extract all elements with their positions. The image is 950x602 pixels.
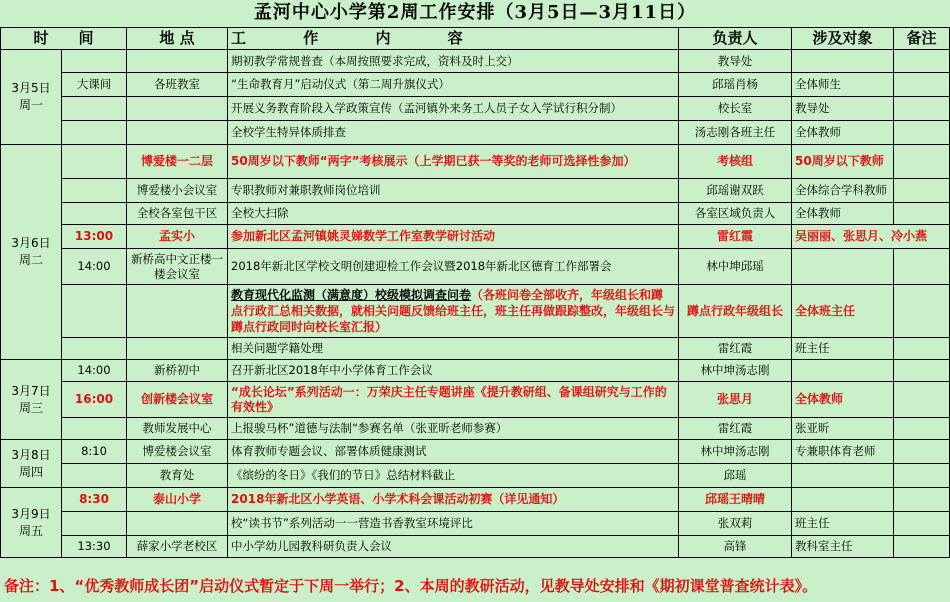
owner-cell: 高锋 bbox=[679, 536, 792, 558]
place-cell bbox=[127, 97, 228, 121]
place-cell: 新桥初中 bbox=[127, 360, 228, 382]
content-cell: 《缤纷的冬日》《我们的节日》总结材料截止 bbox=[228, 464, 679, 488]
target-cell: 专兼职体育老师 bbox=[792, 440, 894, 464]
target-cell bbox=[792, 464, 894, 488]
target-cell: 班主任 bbox=[792, 338, 894, 360]
day-date: 3月6日 bbox=[11, 236, 51, 250]
note-cell bbox=[894, 145, 950, 179]
target-cell: 张亚昕 bbox=[792, 418, 894, 440]
time-cell: 14:00 bbox=[62, 360, 127, 382]
schedule-table bbox=[0, 27, 950, 558]
note-cell bbox=[894, 50, 950, 73]
place-cell bbox=[127, 512, 228, 536]
place-cell: 博爱楼会议室 bbox=[127, 440, 228, 464]
place-cell: 创新楼会议室 bbox=[127, 382, 228, 418]
header-owner: 负责人 bbox=[679, 28, 792, 50]
time-cell bbox=[62, 179, 127, 203]
place-cell bbox=[127, 338, 228, 360]
content-cell: “生命教育月”启动仪式（第二周升旗仪式） bbox=[228, 73, 679, 97]
place-cell: 博爱楼小会议室 bbox=[127, 179, 228, 203]
content-cell: 2018年新北区学校文明创建迎检工作会议暨2018年新北区德育工作部署会 bbox=[228, 249, 679, 285]
day-weekday: 周一 bbox=[18, 98, 43, 112]
place-cell bbox=[127, 285, 228, 338]
place-cell: 博爱楼一二层 bbox=[127, 145, 228, 179]
target-cell: 全体班主任 bbox=[792, 285, 894, 338]
day-date: 3月7日 bbox=[11, 383, 51, 398]
footer-note: 备注：1、“优秀教师成长团”启动仪式暂定于下周一举行；2、本周的教研活动，见教导处安排和《期初课堂普查统计表》。 bbox=[4, 577, 818, 595]
place-cell: 泰山小学 bbox=[127, 488, 228, 512]
table-row bbox=[1, 488, 950, 512]
owner-cell: 汤志刚各班主任 bbox=[679, 121, 792, 145]
day-cell-thursday bbox=[1, 440, 62, 488]
content-cell: 2018年新北区小学英语、小学术科会课活动初赛（详见通知） bbox=[228, 488, 679, 512]
content-cell: 召开新北区2018年中小学体育工作会议 bbox=[228, 360, 679, 382]
content-cell: 全校大扫除 bbox=[228, 203, 679, 225]
target-cell bbox=[792, 50, 894, 73]
note-cell bbox=[894, 536, 950, 558]
target-cell: 班主任 bbox=[792, 512, 894, 536]
target-cell: 全体师生 bbox=[792, 73, 894, 97]
time-cell: 大课间 bbox=[62, 73, 127, 97]
header-target: 涉及对象 bbox=[792, 28, 894, 50]
place-cell: 新桥高中文正楼一楼会议室 bbox=[127, 249, 228, 285]
content-bold: 教育现代化监测（满意度）校级模拟调查问卷 bbox=[231, 288, 472, 302]
time-cell bbox=[62, 50, 127, 73]
day-date: 3月9日 bbox=[11, 506, 51, 521]
day-cell-friday bbox=[1, 488, 62, 558]
note-cell bbox=[894, 440, 950, 464]
content-cell: 专职教师对兼职教师岗位培训 bbox=[228, 179, 679, 203]
header-note: 备注 bbox=[894, 28, 950, 50]
target-cell: 全体教师 bbox=[792, 121, 894, 145]
time-cell: 8:30 bbox=[62, 488, 127, 512]
content-cell: 期初教学常规普查（本周按照要求完成，资料及时上交） bbox=[228, 50, 679, 73]
target-cell: 全体教师 bbox=[792, 382, 894, 418]
note-cell bbox=[894, 249, 950, 285]
content-cell: 开展义务教育阶段入学政策宣传（孟河镇外来务工人员子女入学试行积分制） bbox=[228, 97, 679, 121]
content-cell: 50周岁以下教师“两字”考核展示（上学期已获一等奖的老师可选择性参加） bbox=[228, 145, 679, 179]
time-cell: 16:00 bbox=[62, 382, 127, 418]
time-cell bbox=[62, 338, 127, 360]
place-cell: 全校各室包干区 bbox=[127, 203, 228, 225]
owner-cell: 教导处 bbox=[679, 50, 792, 73]
note-cell bbox=[894, 488, 950, 512]
time-cell bbox=[62, 512, 127, 536]
content-cell: 校“读书节”系列活动一一营造书香教室环境评比 bbox=[228, 512, 679, 536]
table-row bbox=[1, 179, 950, 203]
owner-cell: 邱瑶谢双跃 bbox=[679, 179, 792, 203]
day-weekday: 周四 bbox=[18, 464, 43, 479]
time-cell bbox=[62, 97, 127, 121]
target-cell: 教导处 bbox=[792, 97, 894, 121]
day-weekday: 周三 bbox=[18, 400, 43, 415]
place-cell: 各班教室 bbox=[127, 73, 228, 97]
table-row bbox=[1, 145, 950, 179]
owner-cell: 雷红霞 bbox=[679, 338, 792, 360]
time-cell bbox=[62, 285, 127, 338]
owner-cell: 林中坤汤志刚 bbox=[679, 440, 792, 464]
day-weekday: 周二 bbox=[18, 253, 43, 267]
note-cell bbox=[894, 203, 950, 225]
table-row bbox=[1, 225, 950, 249]
table-row bbox=[1, 121, 950, 145]
place-cell bbox=[127, 50, 228, 73]
day-weekday: 周五 bbox=[18, 523, 43, 538]
table-row bbox=[1, 360, 950, 382]
note-cell bbox=[894, 418, 950, 440]
content-cell: 参加新北区孟河镇姚灵娣数学工作室教学研讨活动 bbox=[228, 225, 679, 249]
note-cell bbox=[894, 285, 950, 338]
time-cell: 8:10 bbox=[62, 440, 127, 464]
table-row bbox=[1, 249, 950, 285]
time-cell bbox=[62, 203, 127, 225]
content-cell: 体育教师专题会议、部署体质健康测试 bbox=[228, 440, 679, 464]
table-row bbox=[1, 382, 950, 418]
table-row bbox=[1, 50, 950, 73]
note-cell bbox=[894, 338, 950, 360]
time-cell bbox=[62, 121, 127, 145]
time-cell bbox=[62, 464, 127, 488]
content-cell bbox=[228, 285, 679, 338]
content-cell: 相关问题学籍处理 bbox=[228, 338, 679, 360]
owner-cell: 林中坤邱瑶 bbox=[679, 249, 792, 285]
table-row bbox=[1, 97, 950, 121]
target-cell bbox=[792, 488, 894, 512]
content-cell: 上报骏马杯”道德与法制“参赛名单（张亚昕老师参赛） bbox=[228, 418, 679, 440]
note-cell bbox=[894, 121, 950, 145]
note-cell bbox=[894, 382, 950, 418]
note-cell bbox=[894, 512, 950, 536]
page-title: 孟河中心小学第2周工作安排（3月5日—3月11日） bbox=[253, 2, 697, 23]
note-cell bbox=[894, 73, 950, 97]
target-cell: 全体教师 bbox=[792, 203, 894, 225]
place-cell: 薛家小学老校区 bbox=[127, 536, 228, 558]
header-place: 地 点 bbox=[127, 28, 228, 50]
place-cell: 教育处 bbox=[127, 464, 228, 488]
place-cell: 教师发展中心 bbox=[127, 418, 228, 440]
table-row bbox=[1, 73, 950, 97]
content-cell: 中小学幼儿园教科研负责人会议 bbox=[228, 536, 679, 558]
place-cell bbox=[127, 121, 228, 145]
target-cell bbox=[792, 360, 894, 382]
owner-cell: 邱瑶 bbox=[679, 464, 792, 488]
table-row bbox=[1, 285, 950, 338]
note-cell bbox=[894, 179, 950, 203]
table-row bbox=[1, 338, 950, 360]
time-cell: 13:00 bbox=[62, 225, 127, 249]
table-row bbox=[1, 464, 950, 488]
owner-cell: 张思月 bbox=[679, 382, 792, 418]
content-cell: 全校学生特异体质排查 bbox=[228, 121, 679, 145]
owner-cell: 雷红霞 bbox=[679, 418, 792, 440]
day-cell-tuesday bbox=[1, 145, 62, 360]
target-cell: 50周岁以下教师 bbox=[792, 145, 894, 179]
content-red: （各班问卷全部收齐，年级组长和蹲点行政汇总相关数据，就相关问题反馈给班主任，班主任再做跟踪整改，年级组长与蹲点行政同时向校长室汇报） bbox=[231, 288, 676, 334]
table-row bbox=[1, 512, 950, 536]
note-cell bbox=[894, 97, 950, 121]
owner-cell: 蹲点行政年级组长 bbox=[679, 285, 792, 338]
time-cell bbox=[62, 145, 127, 179]
table-row bbox=[1, 203, 950, 225]
day-cell-monday bbox=[1, 50, 62, 145]
owner-cell: 张双莉 bbox=[679, 512, 792, 536]
header-content: 工 作 内 容 bbox=[228, 28, 679, 50]
day-date: 3月8日 bbox=[11, 447, 51, 462]
target-cell bbox=[792, 249, 894, 285]
time-cell bbox=[62, 418, 127, 440]
day-date: 3月5日 bbox=[11, 81, 51, 95]
owner-cell: 林中坤汤志刚 bbox=[679, 360, 792, 382]
time-cell: 14:00 bbox=[62, 249, 127, 285]
owner-cell: 各室区域负责人 bbox=[679, 203, 792, 225]
owner-cell: 邱瑶肖杨 bbox=[679, 73, 792, 97]
target-cell: 吴丽丽、张思月、冷小燕 bbox=[792, 225, 950, 249]
note-cell bbox=[894, 464, 950, 488]
note-cell bbox=[894, 360, 950, 382]
place-cell: 孟实小 bbox=[127, 225, 228, 249]
day-cell-wednesday bbox=[1, 360, 62, 440]
header-row bbox=[1, 28, 950, 50]
time-cell: 13:30 bbox=[62, 536, 127, 558]
owner-cell: 邱瑶王晴晴 bbox=[679, 488, 792, 512]
owner-cell: 校长室 bbox=[679, 97, 792, 121]
table-row bbox=[1, 536, 950, 558]
table-row bbox=[1, 440, 950, 464]
table-row bbox=[1, 418, 950, 440]
content-cell: “成长论坛”系列活动一：万荣庆主任专题讲座《提升教研组、备课组研究与工作的有效性》 bbox=[228, 382, 679, 418]
owner-cell: 考核组 bbox=[679, 145, 792, 179]
owner-cell: 雷红霞 bbox=[679, 225, 792, 249]
header-time: 时 间 bbox=[1, 28, 127, 50]
target-cell: 全体综合学科教师 bbox=[792, 179, 894, 203]
target-cell: 教科室主任 bbox=[792, 536, 894, 558]
